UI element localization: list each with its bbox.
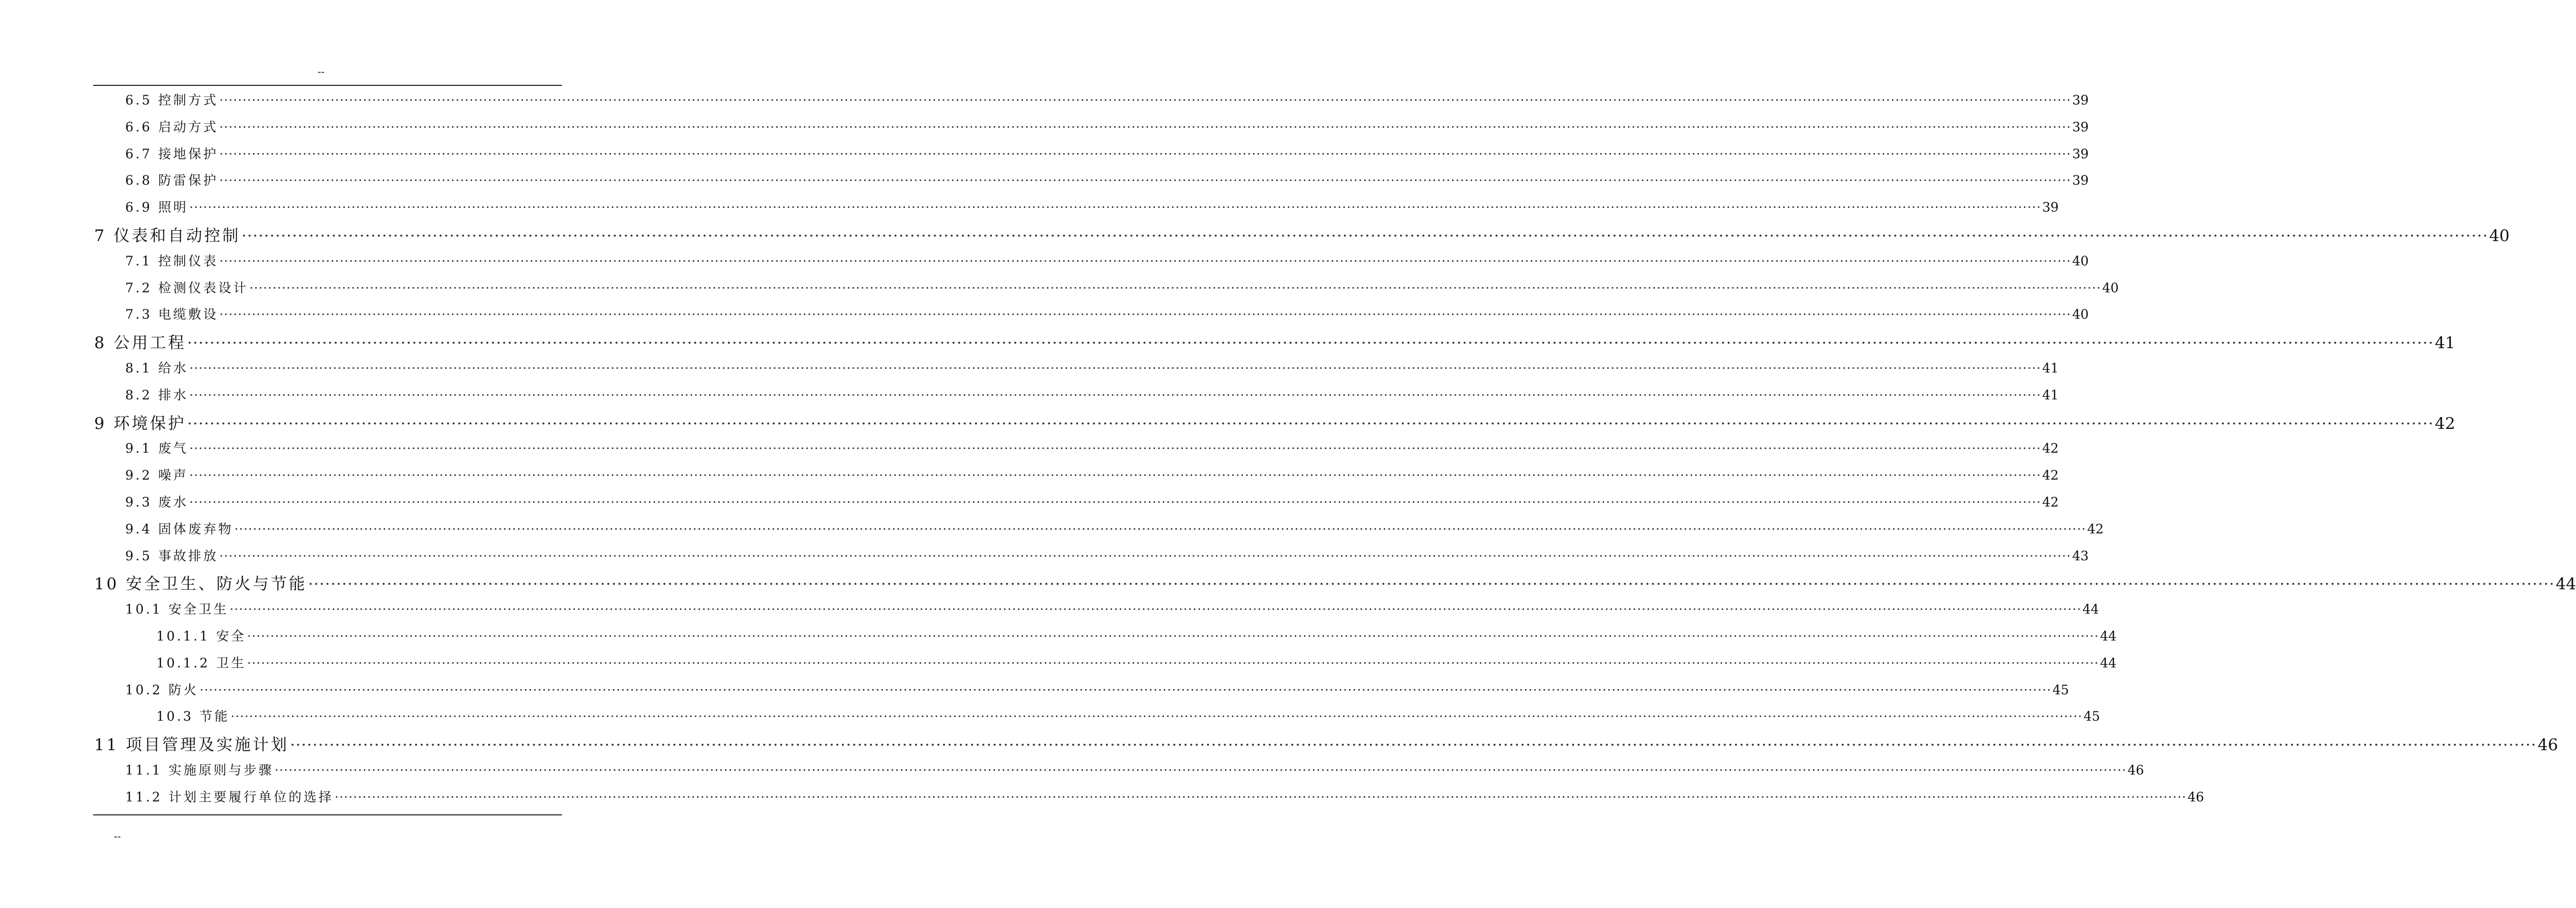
toc-entry-title: 8 公用工程 [94, 334, 186, 353]
toc-dot-leader: ················································································································································································································································································································································································································ [230, 709, 2083, 724]
toc-entry-title: 11.1 实施原则与步骤 [125, 763, 274, 778]
toc-entry-page-number: 39 [2042, 200, 2059, 215]
toc-entry-title: 7 仪表和自动控制 [94, 227, 241, 245]
toc-section-entry [125, 438, 2059, 456]
toc-dot-leader: ················································································································································································································································································································································································································ [234, 521, 2086, 537]
toc-dot-leader: ················································································································································································································································································································································································································ [189, 200, 2041, 215]
toc-entry-page-number: 42 [2042, 468, 2059, 483]
toc-entry-title: 10 安全卫生、防火与节能 [94, 575, 307, 594]
toc-entry-title: 6.8 防雷保护 [125, 173, 218, 188]
toc-entry-page-number: 44 [2555, 575, 2576, 594]
toc-entry-page-number: 40 [2072, 307, 2089, 322]
toc-section-entry [125, 197, 2059, 215]
toc-entry-page-number: 46 [2187, 789, 2204, 805]
toc-dot-leader: ················································································································································································································································································································································································································ [290, 736, 2537, 755]
footer-rule [93, 814, 562, 815]
toc-dot-leader: ················································································································································································································································································································································································································ [219, 253, 2071, 269]
toc-section-entry [125, 251, 2089, 269]
toc-entry-page-number: 46 [2537, 736, 2558, 755]
toc-dot-leader: ················································································································································································································································································································································································································ [219, 93, 2071, 108]
header-rule [93, 85, 562, 86]
toc-section-entry [125, 680, 2069, 697]
toc-dot-leader: ················································································································································································································································································································································································································ [187, 414, 2434, 433]
toc-section-entry [125, 492, 2059, 510]
toc-entry-title: 11 项目管理及实施计划 [94, 736, 289, 755]
toc-section-entry [125, 760, 2144, 778]
toc-dot-leader: ················································································································································································································································································································································································································ [334, 789, 2187, 805]
toc-entry-page-number: 41 [2435, 334, 2455, 353]
toc-section-entry [156, 653, 2116, 671]
toc-chapter-entry [94, 410, 2455, 433]
toc-entry-title: 9.4 固体废弃物 [125, 521, 233, 537]
toc-dot-leader: ················································································································································································································································································································································································································ [274, 763, 2127, 778]
toc-section-entry [156, 706, 2100, 724]
toc-entry-page-number: 44 [2100, 629, 2116, 644]
toc-entry-title: 10.1.1 安全 [156, 629, 246, 644]
toc-entry-page-number: 41 [2042, 361, 2059, 376]
toc-entry-title: 10.1.2 卫生 [156, 655, 246, 671]
toc-entry-title: 6.9 照明 [125, 200, 188, 215]
toc-section-entry [156, 626, 2116, 644]
toc-section-entry [125, 278, 2119, 295]
toc-dot-leader: ················································································································································································································································································································································································································ [219, 307, 2071, 322]
toc-entry-page-number: 44 [2082, 602, 2099, 617]
toc-entry-page-number: 42 [2435, 414, 2455, 433]
toc-entry-title: 10.2 防火 [125, 682, 199, 697]
toc-entry-page-number: 40 [2102, 280, 2119, 295]
toc-dot-leader: ················································································································································································································································································································································································································ [308, 575, 2555, 594]
toc-chapter-entry [94, 222, 2510, 245]
toc-dot-leader: ················································································································································································································································································································································································································ [189, 387, 2041, 403]
toc-entry-title: 9.2 噪声 [125, 468, 188, 483]
toc-dot-leader: ················································································································································································································································································································································································································ [229, 602, 2082, 617]
toc-entry-page-number: 45 [2083, 709, 2100, 724]
toc-entry-page-number: 42 [2087, 521, 2104, 537]
toc-section-entry [125, 117, 2089, 135]
toc-dot-leader: ················································································································································································································································································································································································································ [187, 334, 2434, 353]
toc-entry-page-number: 44 [2100, 655, 2116, 671]
toc-entry-title: 9 环境保护 [94, 414, 186, 433]
toc-entry-title: 10.1 安全卫生 [125, 602, 229, 617]
toc-entry-page-number: 39 [2072, 146, 2089, 161]
toc-dot-leader: ················································································································································································································································································································································································································ [241, 227, 2489, 245]
toc-section-entry [125, 170, 2089, 188]
toc-entry-title: 8.2 排水 [125, 387, 188, 403]
toc-chapter-entry [94, 330, 2455, 353]
toc-entry-page-number: 46 [2127, 763, 2144, 778]
toc-entry-page-number: 43 [2072, 548, 2089, 563]
toc-entry-page-number: 41 [2042, 387, 2059, 403]
toc-entry-title: 7.3 电缆敷设 [125, 307, 218, 322]
toc-entry-title: 9.5 事故排放 [125, 548, 218, 563]
toc-entry-page-number: 39 [2072, 173, 2089, 188]
toc-entry-title: 6.7 接地保护 [125, 146, 218, 161]
toc-entry-title: 8.1 给水 [125, 361, 188, 376]
toc-dot-leader: ················································································································································································································································································································································································································ [219, 173, 2071, 188]
toc-section-entry [125, 546, 2089, 563]
toc-dot-leader: ················································································································································································································································································································································································································ [247, 655, 2099, 671]
toc-entry-title: 6.6 启动方式 [125, 119, 218, 135]
toc-dot-leader: ················································································································································································································································································································································································································ [189, 468, 2041, 483]
toc-entry-title: 6.5 控制方式 [125, 93, 218, 108]
toc-dot-leader: ················································································································································································································································································································································································································ [199, 682, 2052, 697]
toc-entry-title: 11.2 计划主要履行单位的选择 [125, 789, 334, 805]
toc-section-entry [125, 599, 2099, 617]
toc-entry-page-number: 40 [2072, 253, 2089, 269]
toc-entry-page-number: 39 [2072, 119, 2089, 135]
page-footer-mark: -- [114, 830, 121, 842]
toc-section-entry [125, 519, 2104, 537]
toc-section-entry [125, 358, 2059, 376]
toc-entry-page-number: 42 [2042, 441, 2059, 456]
toc-chapter-entry [94, 732, 2558, 755]
toc-section-entry [125, 304, 2089, 322]
toc-section-entry [125, 385, 2059, 403]
toc-dot-leader: ················································································································································································································································································································································································································ [247, 629, 2099, 644]
toc-entry-page-number: 42 [2042, 495, 2059, 510]
toc-dot-leader: ················································································································································································································································································································································································································ [189, 495, 2041, 510]
toc-entry-title: 10.3 节能 [156, 709, 230, 724]
toc-dot-leader: ················································································································································································································································································································································································································ [219, 146, 2071, 161]
toc-section-entry [125, 787, 2204, 805]
toc-section-entry [125, 90, 2089, 108]
toc-dot-leader: ················································································································································································································································································································································································································ [219, 548, 2071, 563]
toc-dot-leader: ················································································································································································································································································································································································································ [219, 119, 2071, 135]
toc-section-entry [125, 144, 2089, 161]
toc-entry-title: 9.1 废气 [125, 441, 188, 456]
toc-dot-leader: ················································································································································································································································································································································································································ [189, 361, 2041, 376]
toc-entry-page-number: 39 [2072, 93, 2089, 108]
toc-chapter-entry [94, 571, 2576, 594]
toc-dot-leader: ················································································································································································································································································································································································································ [249, 280, 2101, 295]
toc-entry-title: 7.1 控制仪表 [125, 253, 218, 269]
toc-dot-leader: ················································································································································································································································································································································································································ [189, 441, 2041, 456]
page-header-mark: -- [317, 65, 325, 78]
toc-section-entry [125, 465, 2059, 483]
toc-entry-title: 7.2 检测仪表设计 [125, 280, 248, 295]
toc-entry-title: 9.3 废水 [125, 495, 188, 510]
toc-entry-page-number: 40 [2489, 227, 2510, 245]
toc-entry-page-number: 45 [2052, 682, 2069, 697]
